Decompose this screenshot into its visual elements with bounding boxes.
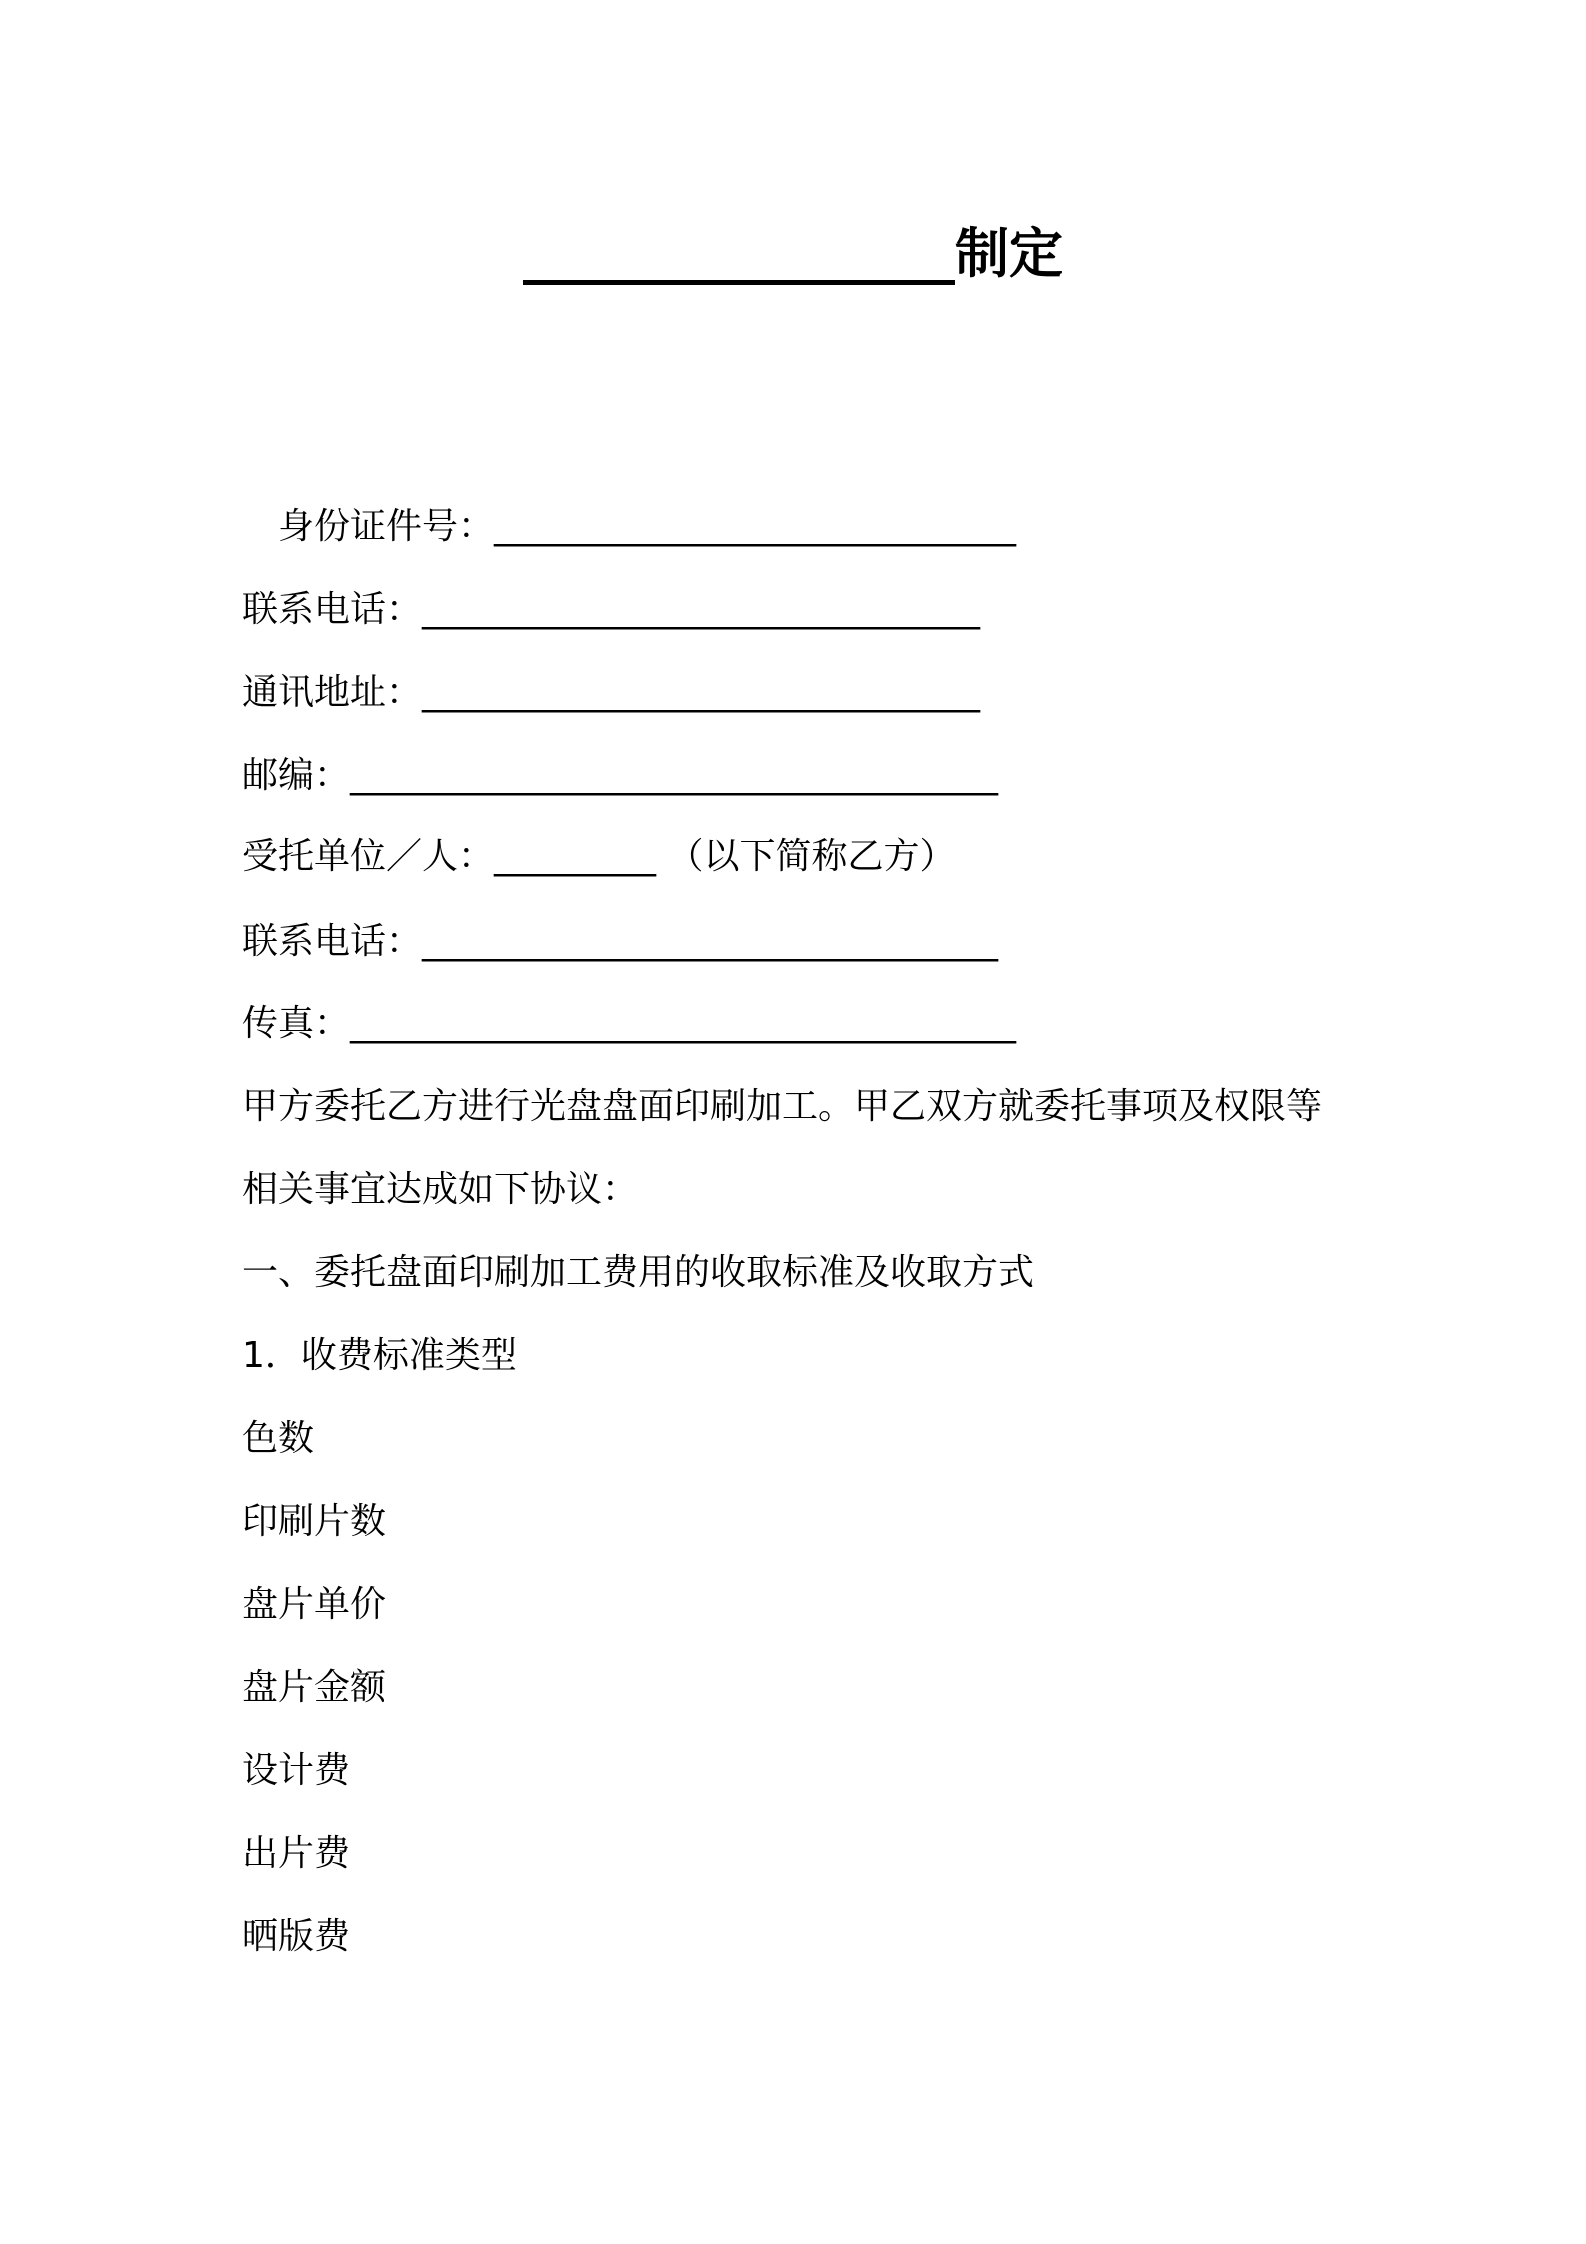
list-item: 印刷片数 — [242, 1501, 387, 1542]
list-item: 盘片单价 — [242, 1584, 387, 1625]
phone-field-a: 联系电话：_______________________________ — [242, 589, 981, 630]
trustee-field: 受托单位／人：_________ （以下简称乙方） — [242, 836, 956, 877]
list-item: 出片费 — [242, 1833, 351, 1874]
fax-field: 传真：_____________________________________ — [242, 1003, 1017, 1044]
agreement-paragraph-line-1: 甲方委托乙方进行光盘盘面印刷加工。甲乙双方就委托事项及权限等 — [242, 1086, 1323, 1127]
document-title: ________________制定 — [523, 222, 1063, 285]
address-field: 通讯地址：_______________________________ — [242, 672, 981, 713]
list-item: 晒版费 — [242, 1916, 351, 1957]
phone-field-b: 联系电话：________________________________ — [242, 921, 999, 962]
id-number-field: 身份证件号：_____________________________ — [278, 506, 1017, 547]
list-item: 色数 — [242, 1418, 315, 1459]
list-item: 盘片金额 — [242, 1667, 387, 1708]
postcode-field: 邮编：____________________________________ — [242, 755, 999, 796]
subsection-heading-1: 1．收费标准类型 — [242, 1335, 517, 1376]
list-item: 设计费 — [242, 1750, 351, 1791]
agreement-paragraph-line-2: 相关事宜达成如下协议： — [242, 1169, 639, 1210]
section-heading-1: 一、委托盘面印刷加工费用的收取标准及收取方式 — [242, 1252, 1035, 1293]
